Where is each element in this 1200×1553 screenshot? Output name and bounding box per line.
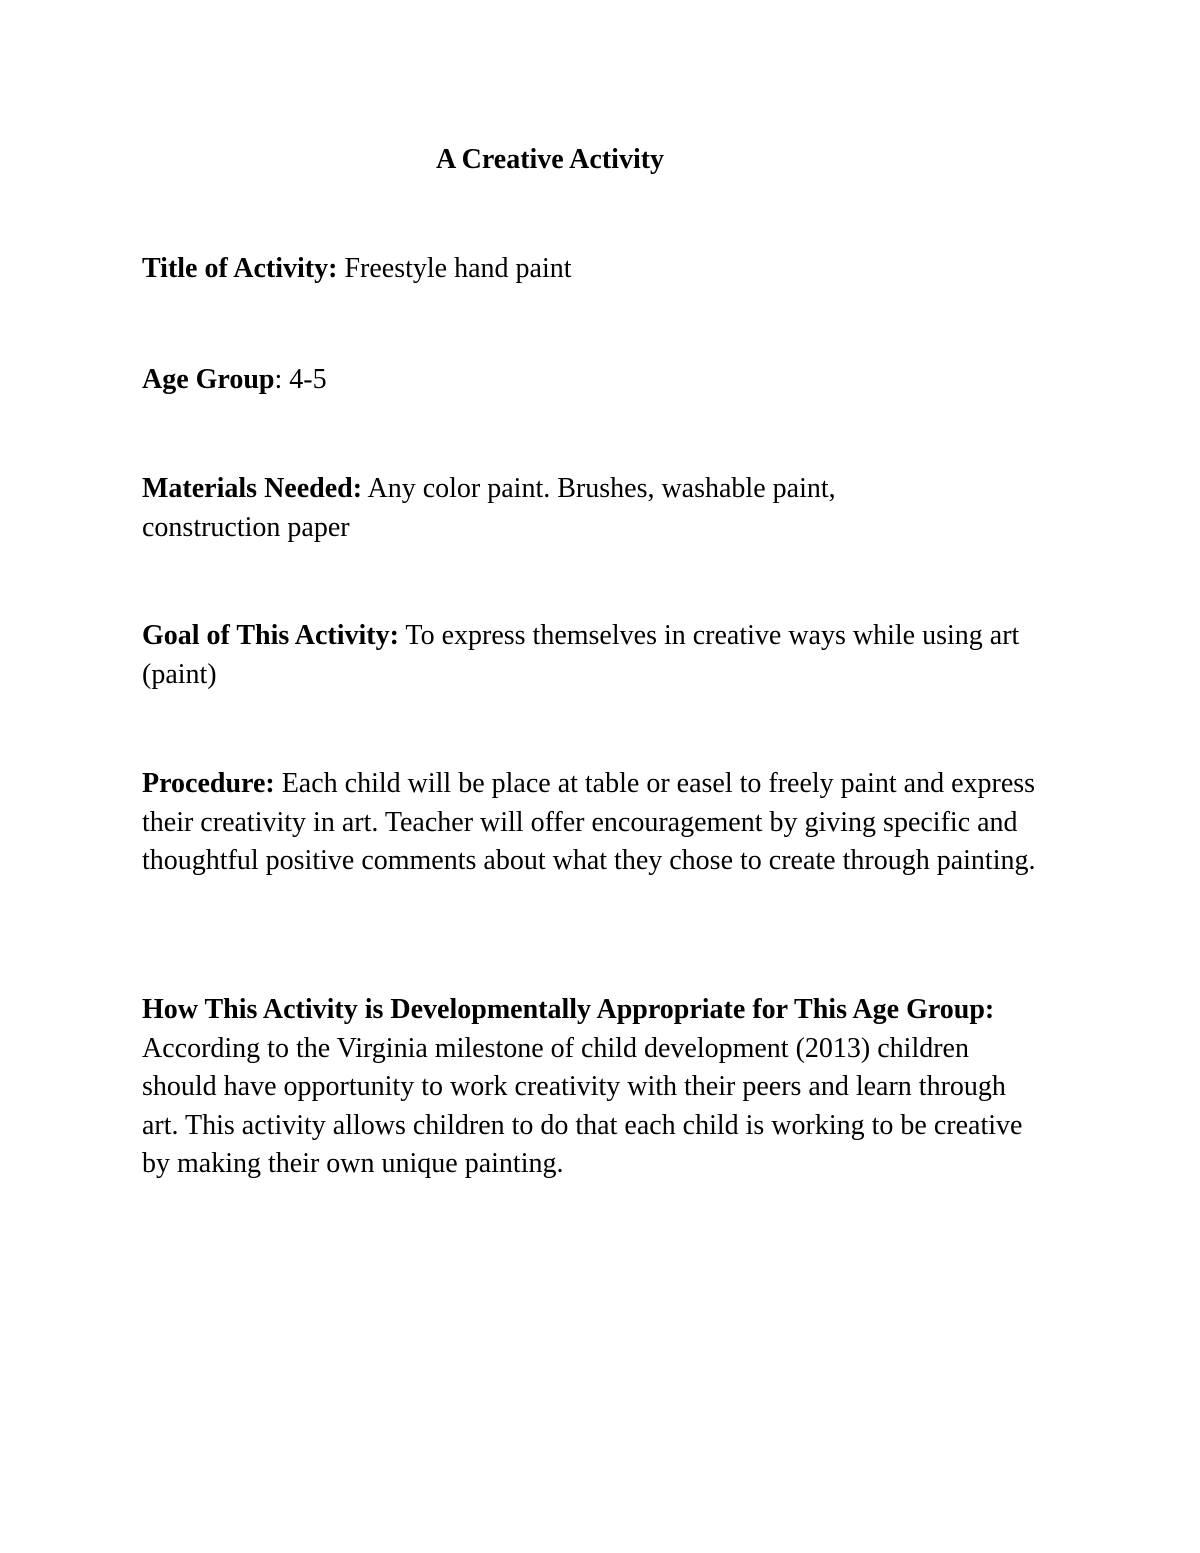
section-label: Goal of This Activity: <box>142 620 399 651</box>
document-title: A Creative Activity <box>435 144 665 175</box>
section-label: Title of Activity: <box>142 253 338 284</box>
section-label: Procedure: <box>142 768 275 799</box>
section-label: Age Group <box>142 364 275 395</box>
section-developmental-appropriateness <box>142 991 1047 1184</box>
section-text: : 4-5 <box>274 364 327 395</box>
section-goal <box>142 617 1022 694</box>
section-label: Materials Needed: <box>142 473 363 504</box>
section-title-of-activity <box>142 250 1062 289</box>
section-materials-needed <box>142 470 962 547</box>
section-text: Any color paint. Brushes, washable paint, construction paper <box>142 473 836 543</box>
section-age-group <box>142 361 1062 400</box>
section-text: According to the Virginia milestone of child development (2013) children should have opportunity to work creativity with their peers and learn through art. This activity allows children to do that each child is working to be creative by making their own unique painting. <box>142 1032 1023 1179</box>
section-text: Each child will be place at table or easel to freely paint and express their creativity in art. Teacher will offer encouragement by giving specific and thoughtful positive comments about what they chose to create through painting. <box>142 768 1036 876</box>
section-procedure <box>142 765 1062 881</box>
section-text: Freestyle hand paint <box>337 253 572 284</box>
section-label: How This Activity is Developmentally Appropriate for This Age Group: <box>142 994 995 1025</box>
section-text: To express themselves in creative ways while using art (paint) <box>142 620 1020 690</box>
